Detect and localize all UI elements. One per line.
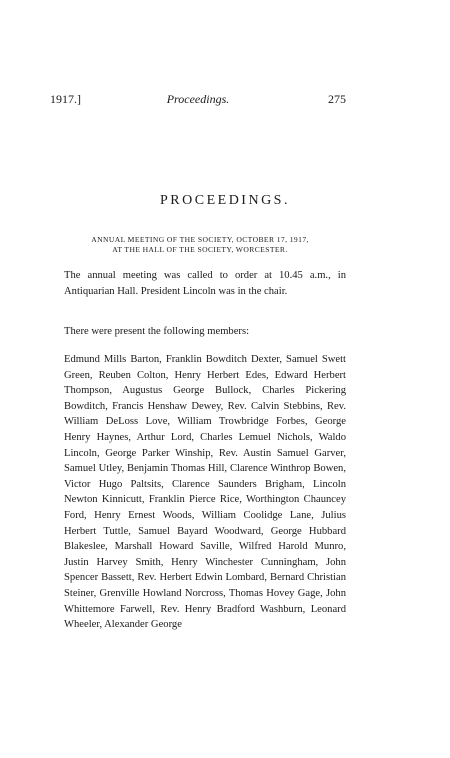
subheading-line-1: ANNUAL MEETING OF THE SOCIETY, OCTOBER 17, 1917, (91, 235, 309, 244)
running-head-title: Proceedings. (166, 92, 230, 106)
subheading-line-2: AT THE HALL OF THE SOCIETY, WORCESTER. (112, 245, 288, 254)
present-paragraph: There were present the following members: (64, 326, 250, 337)
meeting-subheading (52, 235, 348, 255)
page-number: 275 (328, 92, 346, 106)
running-head (50, 92, 346, 108)
running-head-year: 1917.] (50, 92, 81, 106)
page-title: PROCEEDINGS. (160, 193, 290, 208)
members-list-paragraph: Edmund Mills Barton, Franklin Bowditch Dexter, Samuel Swett Green, Reuben Colton, Henry Herbert Edes, Edward Herbert Thompson, Augustus George Bullock, Charles Pickering Bowditch, Francis Henshaw Dewey, Rev. Calvin Stebbins, Rev. William DeLoss Love, William Trowbridge Forbes, George Henry Haynes, Arthur Lord, Charles Lemuel Nichols, Waldo Lincoln, George Parker Winship, Rev. Austin Samuel Garver, Samuel Utley, Benjamin Thomas Hill, Clarence Winthrop Bowen, Victor Hugo Paltsits, Clarence Saunders Brigham, Lincoln Newton Kinnicutt, Franklin Pierce Rice, Worthington Chauncey Ford, Henry Ernest Woods, William Coolidge Lane, Julius Herbert Tuttle, Samuel Bayard Woodward, George Hubbard Blakeslee, Marshall Howard Saville, Wilfred Harold Munro, Justin Harvey Smith, Henry Winchester Cunningham, John Spencer Bassett, Rev. Herbert Edwin Lombard, Bernard Christian Steiner, Grenville Howland Norcross, Thomas Hovey Gage, John Whittemore Farwell, Rev. Henry Bradford Washburn, Leonard Wheeler, Alexander George (64, 354, 346, 631)
meeting-paragraph: The annual meeting was called to order at 10.45 a.m., in Antiquarian Hall. President Lincoln was in the chair. (64, 270, 346, 297)
